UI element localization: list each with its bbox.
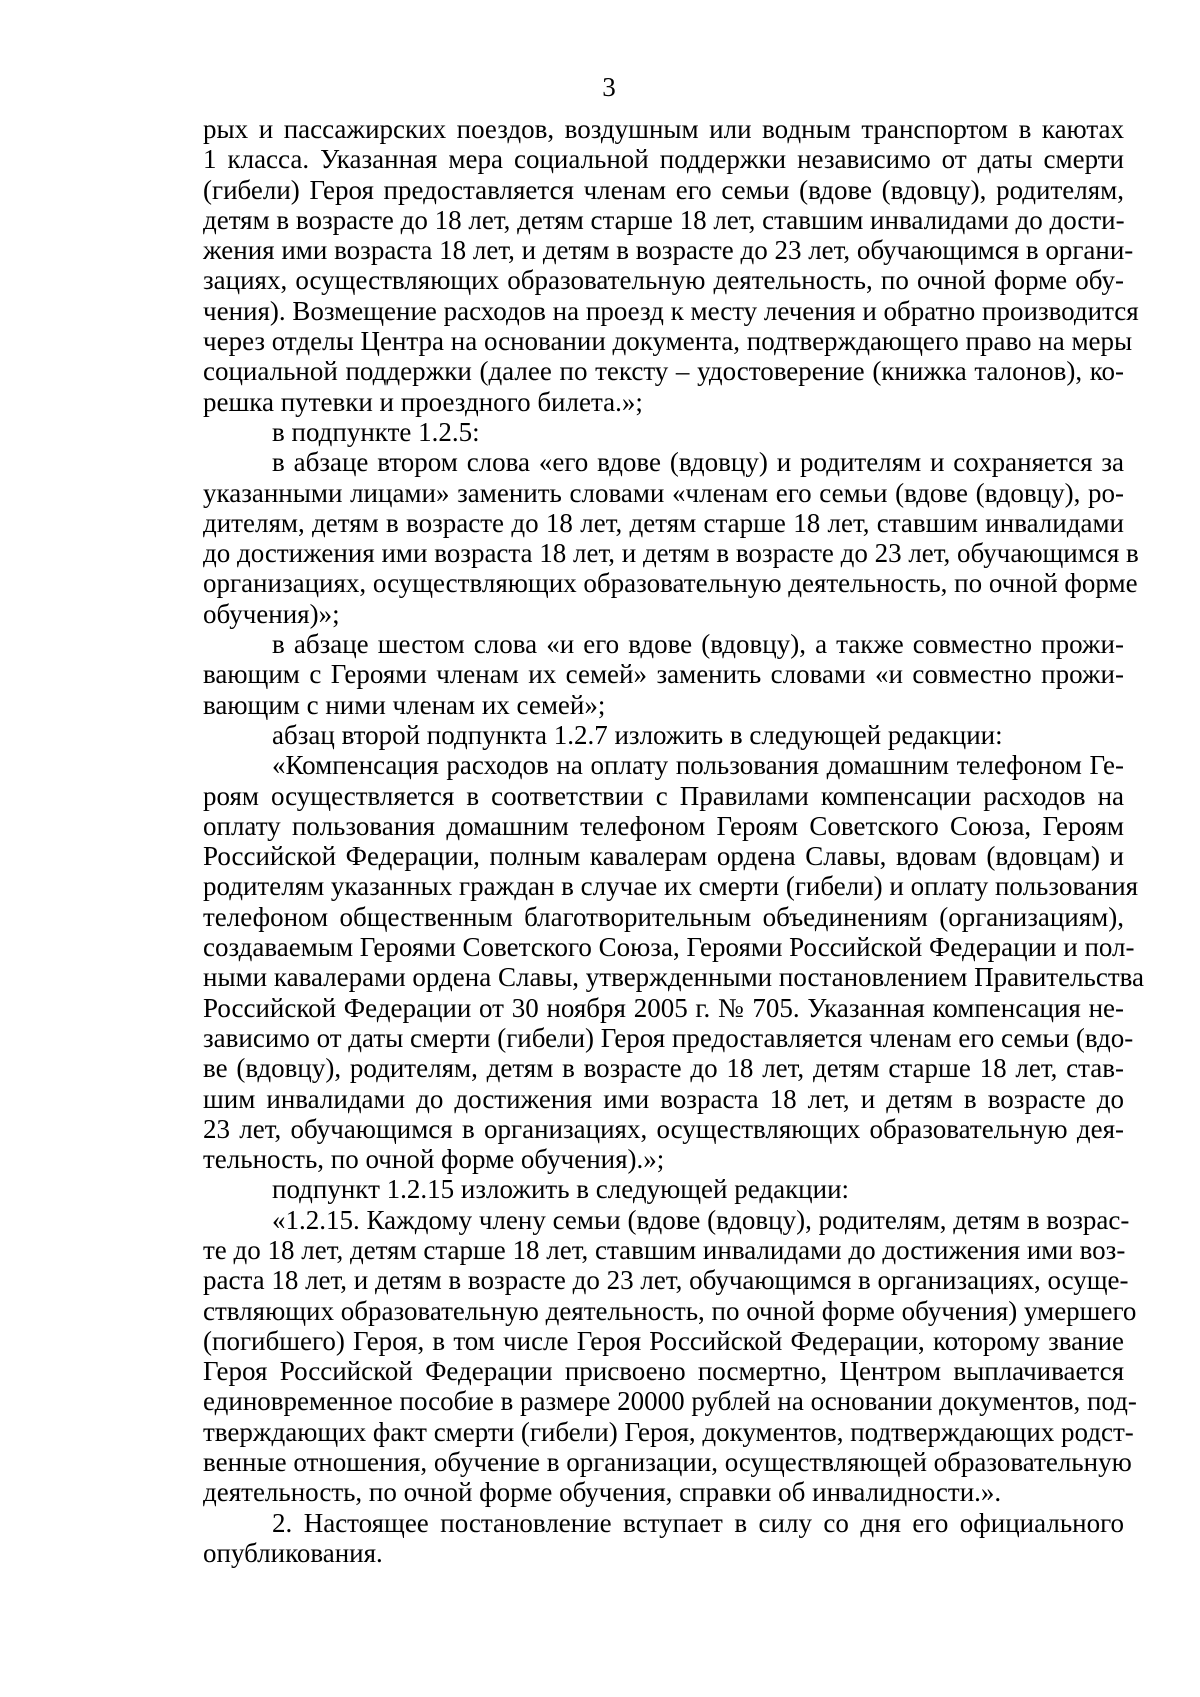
paragraph-line: Российской Федерации, полным кавалерам ордена Славы, вдовам (вдовцам) и bbox=[203, 841, 1124, 872]
paragraph-line: создаваемым Героями Советского Союза, Героями Российской Федерации и пол- bbox=[203, 932, 1135, 963]
paragraph-line: опубликования. bbox=[203, 1537, 383, 1568]
paragraph-line: организациях, осуществляющих образовательную деятельность, по очной форме bbox=[203, 568, 1138, 599]
paragraph-line: телефоном общественным благотворительным объединениям (организациям), bbox=[203, 901, 1124, 932]
paragraph bbox=[203, 1174, 1124, 1204]
paragraph-line: те до 18 лет, детям старше 18 лет, ставшим инвалидами до достижения ими воз- bbox=[203, 1234, 1126, 1265]
paragraph bbox=[203, 1508, 1124, 1569]
paragraph-line: ными кавалерами ордена Славы, утвержденными постановлением Правительства bbox=[203, 962, 1145, 993]
paragraph-line: (погибшего) Героя, в том числе Героя Российской Федерации, которому звание bbox=[203, 1325, 1124, 1356]
paragraph-line: 2. Настоящее постановление вступает в силу со дня его официального bbox=[272, 1507, 1124, 1538]
paragraph bbox=[203, 417, 1124, 447]
paragraph-line: ве (вдовцу), родителям, детям в возрасте до 18 лет, детям старше 18 лет, став- bbox=[203, 1053, 1124, 1084]
paragraph-line: в подпункте 1.2.5: bbox=[272, 416, 480, 447]
paragraph-line: оплату пользования домашним телефоном Героям Советского Союза, Героям bbox=[203, 810, 1124, 841]
paragraph-line: «1.2.15. Каждому члену семьи (вдове (вдовцу), родителям, детям в возрас- bbox=[272, 1204, 1130, 1235]
paragraph bbox=[203, 447, 1139, 629]
paragraph-line: вающим с Героями членам их семей» заменить словами «и совместно прожи- bbox=[203, 659, 1124, 690]
paragraph-line: до достижения ими возраста 18 лет, и детям в возрасте до 23 лет, обучающимся в bbox=[203, 538, 1139, 569]
paragraph-line: деятельность, по очной форме обучения, справки об инвалидности.». bbox=[203, 1477, 1002, 1508]
paragraph bbox=[203, 629, 1124, 720]
paragraph-line: тельность, по очной форме обучения).»; bbox=[203, 1144, 665, 1175]
paragraph-line: зависимо от даты смерти (гибели) Героя предоставляется членам его семьи (вдо- bbox=[203, 1022, 1134, 1053]
paragraph-line: шим инвалидами до достижения ими возраста 18 лет, и детям в возрасте до bbox=[203, 1083, 1124, 1114]
paragraph-line: жения ими возраста 18 лет, и детям в возрасте до 23 лет, обучающимся в органи- bbox=[203, 235, 1134, 266]
paragraph-line: тверждающих факт смерти (гибели) Героя, документов, подтверждающих родст- bbox=[203, 1416, 1134, 1447]
paragraph-line: (гибели) Героя предоставляется членам его семьи (вдове (вдовцу), родителям, bbox=[203, 174, 1124, 205]
paragraph bbox=[203, 750, 1145, 1175]
paragraph bbox=[203, 114, 1139, 417]
paragraph-line: родителям указанных граждан в случае их смерти (гибели) и оплату пользования bbox=[203, 871, 1139, 902]
paragraph-line: зациях, осуществляющих образовательную деятельность, по очной форме обу- bbox=[203, 265, 1124, 296]
paragraph-line: социальной поддержки (далее по тексту – удостоверение (книжка талонов), ко- bbox=[203, 356, 1124, 387]
paragraph-line: в абзаце шестом слова «и его вдове (вдовцу), а также совместно прожи- bbox=[272, 629, 1124, 660]
paragraph-line: детям в возрасте до 18 лет, детям старше 18 лет, ставшим инвалидами до дости- bbox=[203, 204, 1125, 235]
paragraph-line: роям осуществляется в соответствии с Правилами компенсации расходов на bbox=[203, 780, 1124, 811]
paragraph bbox=[203, 720, 1124, 750]
paragraph-line: венные отношения, обучение в организации, осуществляющей образовательную bbox=[203, 1447, 1132, 1478]
paragraph-line: обучения)»; bbox=[203, 598, 340, 629]
paragraph-line: 1 класса. Указанная мера социальной поддержки независимо от даты смерти bbox=[203, 144, 1124, 175]
paragraph-line: дителям, детям в возрасте до 18 лет, детям старше 18 лет, ставшим инвалидами bbox=[203, 507, 1124, 538]
paragraph-line: решка путевки и проездного билета.»; bbox=[203, 386, 643, 417]
paragraph-line: ствляющих образовательную деятельность, по очной форме обучения) умершего bbox=[203, 1295, 1137, 1326]
paragraph-line: чения). Возмещение расходов на проезд к месту лечения и обратно производится bbox=[203, 295, 1139, 326]
paragraph-line: указанными лицами» заменить словами «членам его семьи (вдове (вдовцу), ро- bbox=[203, 477, 1124, 508]
paragraph-line: раста 18 лет, и детям в возрасте до 23 лет, обучающимся в организациях, осуще- bbox=[203, 1265, 1129, 1296]
paragraph-line: в абзаце втором слова «его вдове (вдовцу) и родителям и сохраняется за bbox=[272, 447, 1124, 478]
paragraph-line: «Компенсация расходов на оплату пользования домашним телефоном Ге- bbox=[272, 750, 1124, 781]
paragraph-line: Героя Российской Федерации присвоено посмертно, Центром выплачивается bbox=[203, 1356, 1124, 1387]
paragraph-line: единовременное пособие в размере 20000 рублей на основании документов, под- bbox=[203, 1386, 1137, 1417]
paragraph bbox=[203, 1204, 1137, 1508]
paragraph-line: подпункт 1.2.15 изложить в следующей редакции: bbox=[272, 1174, 850, 1205]
page-number: 3 bbox=[602, 72, 616, 102]
paragraph-line: через отделы Центра на основании документа, подтверждающего право на меры bbox=[203, 326, 1133, 357]
paragraph-line: рых и пассажирских поездов, воздушным или водным транспортом в каютах bbox=[203, 114, 1124, 144]
document-body bbox=[203, 114, 1145, 1568]
paragraph-line: абзац второй подпункта 1.2.7 изложить в следующей редакции: bbox=[272, 719, 1003, 750]
paragraph-line: вающим с ними членам их семей»; bbox=[203, 689, 606, 720]
paragraph-line: 23 лет, обучающимся в организациях, осуществляющих образовательную дея- bbox=[203, 1113, 1124, 1144]
paragraph-line: Российской Федерации от 30 ноября 2005 г. № 705. Указанная компенсация не- bbox=[203, 992, 1124, 1023]
